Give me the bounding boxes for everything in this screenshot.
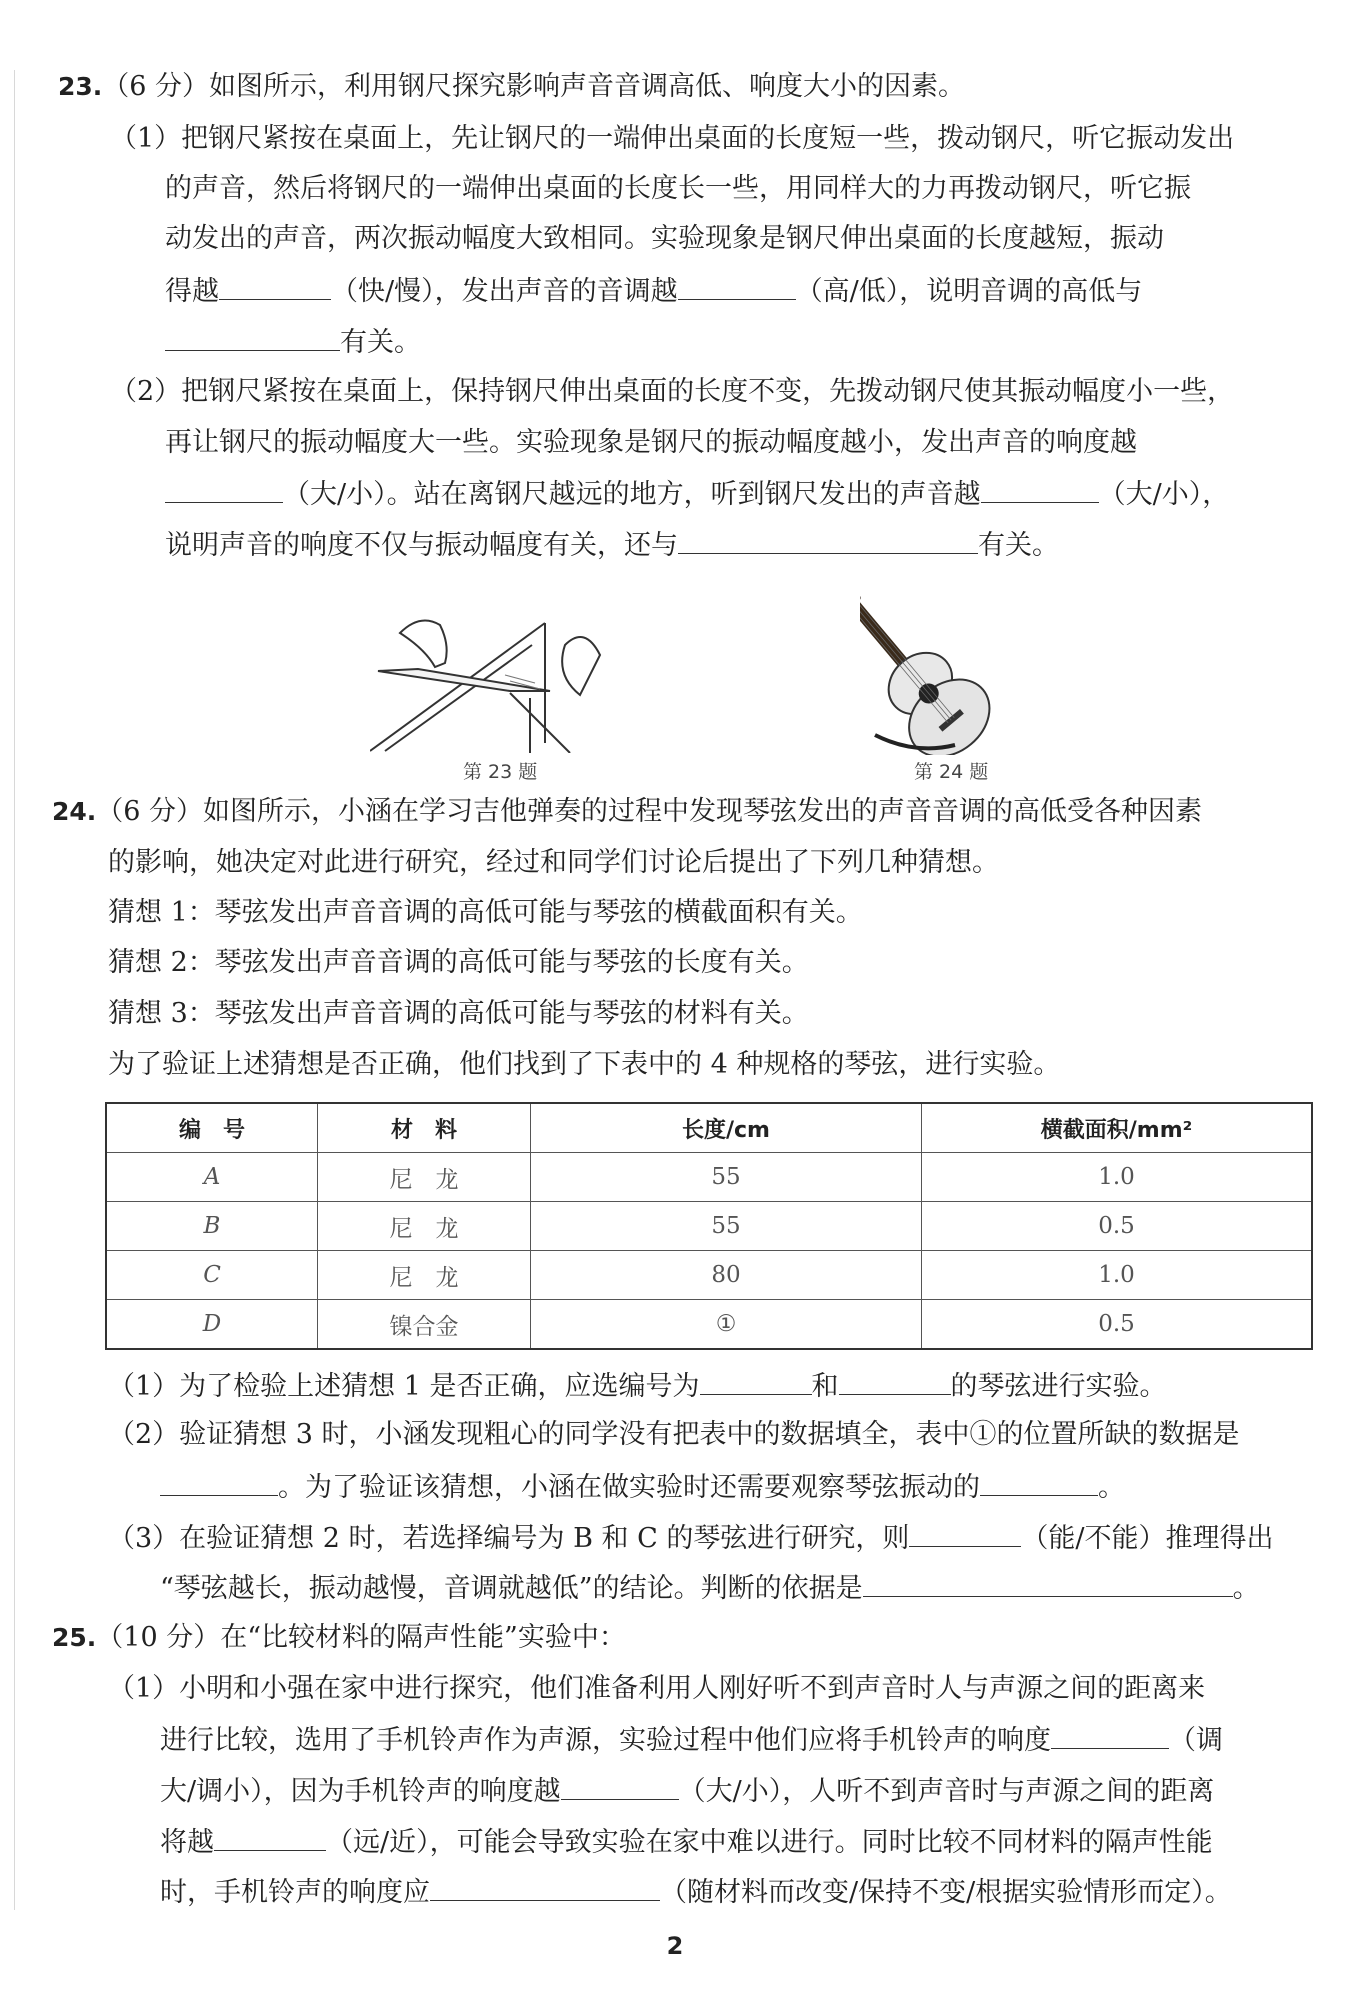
table-cell: 80 [531,1251,922,1300]
table-cell: 55 [531,1153,922,1202]
q25-line2 [160,1722,1223,1758]
q23-number: 23. [58,72,103,101]
q25-text: （调 [1169,1725,1223,1756]
q25-text: （大/小），人听不到声音时与声源之间的距离 [678,1776,1215,1807]
table-header: 横截面积/mm² [922,1103,1313,1153]
answer-blank[interactable] [700,1368,812,1395]
q25-text: 大/调小），因为手机铃声的响度越 [160,1776,561,1807]
string-spec-table [105,1102,1313,1350]
q24-figure-caption: 第 24 题 [914,761,989,783]
table-cell: C [106,1251,318,1300]
q23-text: 说明声音的响度不仅与振动幅度有关，还与 [165,530,678,561]
q25-text: （随材料而改变/保持不变/根据实验情形而定）。 [660,1877,1232,1908]
q25-text: （远/近），可能会导致实验在家中难以进行。同时比较不同材料的隔声性能 [326,1827,1213,1858]
q23-p1-line1: （1）把钢尺紧按在桌面上，先让钢尺的一端伸出桌面的长度短一些，拨动钢尺，听它振动发出 [110,123,1235,154]
q25-text: 进行比较，选用了手机铃声作为声源，实验过程中他们应将手机铃声的响度 [160,1725,1051,1756]
q24-guess2: 猜想 2：琴弦发出声音音调的高低可能与琴弦的长度有关。 [108,947,809,978]
q23-p1-line3: 动发出的声音，两次振动幅度大致相同。实验现象是钢尺伸出桌面的长度越短，振动 [165,223,1164,254]
answer-blank[interactable] [839,1368,951,1395]
q24-text: 。 [1232,1573,1260,1604]
q24-text: （能/不能）推理得出 [1021,1523,1274,1554]
q23-text: （大/小）， [1098,479,1230,510]
table-row [106,1300,1312,1350]
answer-blank[interactable] [981,476,1099,503]
q24-heading [52,795,1202,829]
q25-text: 将越 [160,1827,214,1858]
q24-sub3-line2 [160,1570,1260,1606]
table-header: 长度/cm [531,1103,922,1153]
table-header: 编 号 [106,1103,318,1153]
q23-p2-line4 [165,527,1059,563]
q24-text: “琴弦越长，振动越慢，音调就越低”的结论。判断的依据是 [160,1573,863,1604]
answer-blank[interactable] [561,1773,679,1800]
table-cell: 尼 龙 [318,1202,531,1251]
q25-heading-text: （10 分）在“比较材料的隔声性能”实验中： [96,1622,626,1653]
q25-number: 25. [52,1623,97,1652]
answer-blank[interactable] [219,273,331,300]
q24-sub2-line2 [160,1469,1125,1505]
q24-text: 和 [811,1371,839,1402]
answer-blank[interactable] [430,1874,660,1901]
q23-p2-line3 [165,476,1229,512]
q23-text: 有关。 [340,327,421,358]
table-header: 材 料 [318,1103,531,1153]
q23-text: （快/慢），发出声音的音调越 [331,276,678,307]
q23-p1-line2: 的声音，然后将钢尺的一端伸出桌面的长度长一些，用同样大的力再拨动钢尺，听它振 [165,173,1191,204]
q23-heading-text: （6 分）如图所示，利用钢尺探究影响声音音调高低、响度大小的因素。 [102,71,966,102]
q23-text: 得越 [165,276,219,307]
q24-sub2-line1: （2）验证猜想 3 时，小涵发现粗心的同学没有把表中的数据填全，表中①的位置所缺的数据是 [108,1419,1240,1450]
q23-heading [58,70,965,104]
q25-line5 [160,1874,1232,1910]
table-cell: D [106,1300,318,1350]
table-row [106,1153,1312,1202]
answer-blank[interactable] [1051,1722,1169,1749]
answer-blank[interactable] [165,476,283,503]
q23-p1-line5 [165,324,421,360]
q24-sub3-line1 [108,1520,1273,1556]
table-cell: 镍合金 [318,1300,531,1350]
answer-blank[interactable] [909,1520,1021,1547]
table-cell: 0.5 [922,1300,1313,1350]
q24-sub1 [108,1368,1167,1404]
q25-line3 [160,1773,1214,1809]
q23-text: （大/小）。站在离钢尺越远的地方，听到钢尺发出的声音越 [283,479,981,510]
guitar-figure [860,585,1035,755]
table-cell: 尼 龙 [318,1153,531,1202]
q25-line1: （1）小明和小强在家中进行探究，他们准备利用人刚好听不到声音时人与声源之间的距离来 [108,1673,1206,1704]
q23-p2-line2: 再让钢尺的振动幅度大一些。实验现象是钢尺的振动幅度越小，发出声音的响度越 [165,427,1137,458]
answer-blank[interactable] [214,1824,326,1851]
q24-intro: 为了验证上述猜想是否正确，他们找到了下表中的 4 种规格的琴弦，进行实验。 [108,1049,1061,1080]
q23-text: 有关。 [978,530,1059,561]
q23-text: （高/低），说明音调的高低与 [795,276,1143,307]
q23-p2-line1: （2）把钢尺紧按在桌面上，保持钢尺伸出桌面的长度不变，先拨动钢尺使其振动幅度小一些， [110,376,1235,407]
q24-text: （3）在验证猜想 2 时，若选择编号为 B 和 C 的琴弦进行研究，则 [108,1523,910,1554]
table-header-row [106,1103,1312,1153]
q23-figure-caption: 第 23 题 [463,761,538,783]
table-cell: A [106,1153,318,1202]
table-cell: 1.0 [922,1153,1313,1202]
table-cell: 0.5 [922,1202,1313,1251]
ruler-desk-figure [370,603,630,753]
q23-p1-line4 [165,273,1142,309]
table-row [106,1202,1312,1251]
table-row [106,1251,1312,1300]
q24-guess3: 猜想 3：琴弦发出声音音调的高低可能与琴弦的材料有关。 [108,998,809,1029]
q24-number: 24. [52,797,97,826]
table-cell: ① [531,1300,922,1350]
q25-text: 时，手机铃声的响度应 [160,1877,430,1908]
q24-heading-text: （6 分）如图所示，小涵在学习吉他弹奏的过程中发现琴弦发出的声音音调的高低受各种因素 [96,796,1203,827]
q24-line2: 的影响，她决定对此进行研究，经过和同学们讨论后提出了下列几种猜想。 [108,847,999,878]
q24-text: 。 [1098,1472,1125,1503]
q24-text: （1）为了检验上述猜想 1 是否正确，应选编号为 [108,1371,700,1402]
answer-blank[interactable] [678,273,796,300]
answer-blank[interactable] [165,324,340,351]
page-number: 2 [666,1932,684,1960]
q24-text: 的琴弦进行实验。 [950,1371,1167,1402]
answer-blank[interactable] [678,527,978,554]
table-cell: 1.0 [922,1251,1313,1300]
table-cell: 55 [531,1202,922,1251]
answer-blank[interactable] [980,1469,1098,1496]
table-cell: 尼 龙 [318,1251,531,1300]
table-cell: B [106,1202,318,1251]
q24-guess1: 猜想 1：琴弦发出声音音调的高低可能与琴弦的横截面积有关。 [108,897,863,928]
answer-blank[interactable] [160,1469,278,1496]
margin-rule [14,70,15,1910]
q24-text: 。为了验证该猜想，小涵在做实验时还需要观察琴弦振动的 [278,1472,980,1503]
answer-blank[interactable] [863,1570,1233,1597]
q25-line4 [160,1824,1213,1860]
q25-heading [52,1621,626,1655]
